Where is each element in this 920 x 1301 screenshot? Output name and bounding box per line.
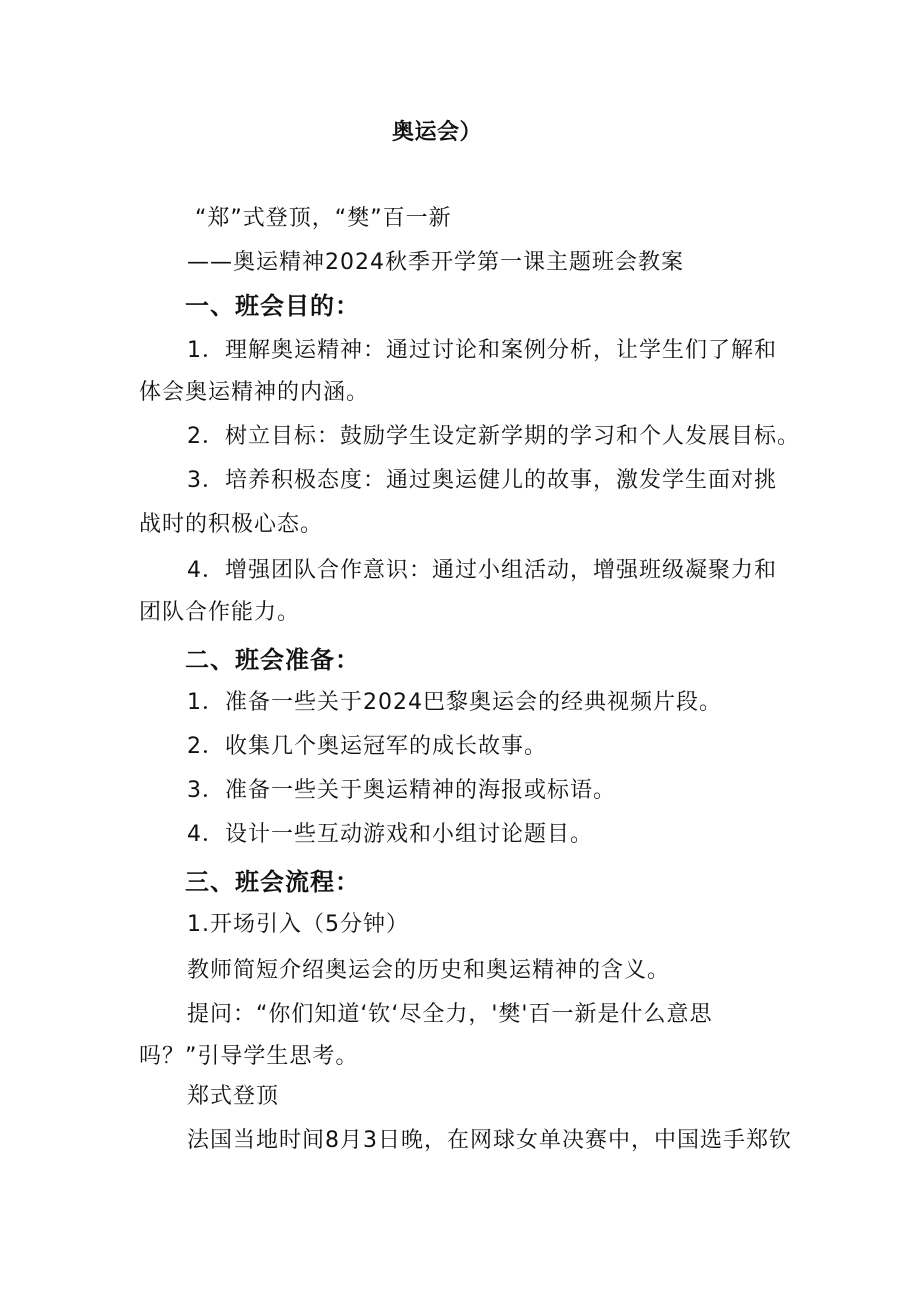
- purpose-item-3-line-1: 3．培养积极态度：通过奥运健儿的故事，激发学生面对挑: [187, 468, 777, 493]
- purpose-item-2: 2．树立目标：鼓励学生设定新学期的学习和个人发展目标。: [187, 424, 800, 449]
- purpose-item-3-line-2: 战时的积极心态。: [139, 512, 324, 537]
- preparation-item-1: 1．准备一些关于2024巴黎奥运会的经典视频片段。: [187, 690, 722, 715]
- purpose-item-4-line-2: 团队合作能力。: [139, 600, 301, 625]
- process-question-line-2: 吗？”引导学生思考。: [139, 1044, 359, 1069]
- subtitle: ——奥运精神2024秋季开学第一课主题班会教案: [187, 250, 684, 275]
- section-heading-purpose: 一、班会目的：: [185, 292, 360, 320]
- process-subheading: 郑式登顶: [187, 1084, 280, 1109]
- section-heading-preparation: 二、班会准备：: [185, 646, 360, 674]
- preparation-item-2: 2．收集几个奥运冠军的成长故事。: [187, 734, 547, 759]
- section-heading-process: 三、班会流程：: [185, 868, 360, 896]
- purpose-item-1-line-2: 体会奥运精神的内涵。: [139, 380, 370, 405]
- purpose-item-4-line-1: 4．增强团队合作意识：通过小组活动，增强班级凝聚力和: [187, 558, 777, 583]
- process-paragraph-1: 教师简短介绍奥运会的历史和奥运精神的含义。: [187, 958, 671, 983]
- main-title: “郑”式登顶，“樊”百一新: [195, 206, 452, 231]
- purpose-item-1-line-1: 1．理解奥运精神：通过讨论和案例分析，让学生们了解和: [187, 338, 777, 363]
- process-step-1: 1.开场引入（5分钟）: [187, 912, 409, 937]
- process-question-line-1: 提问：“你们知道‘钦‘尽全力，'樊'百一新是什么意思: [187, 1002, 713, 1027]
- preparation-item-3: 3．准备一些关于奥运精神的海报或标语。: [187, 778, 616, 803]
- process-paragraph-2: 法国当地时间8月3日晚，在网球女单决赛中，中国选手郑钦: [187, 1128, 792, 1153]
- top-title: 奥运会）: [392, 120, 483, 145]
- preparation-item-4: 4．设计一些互动游戏和小组讨论题目。: [187, 822, 593, 847]
